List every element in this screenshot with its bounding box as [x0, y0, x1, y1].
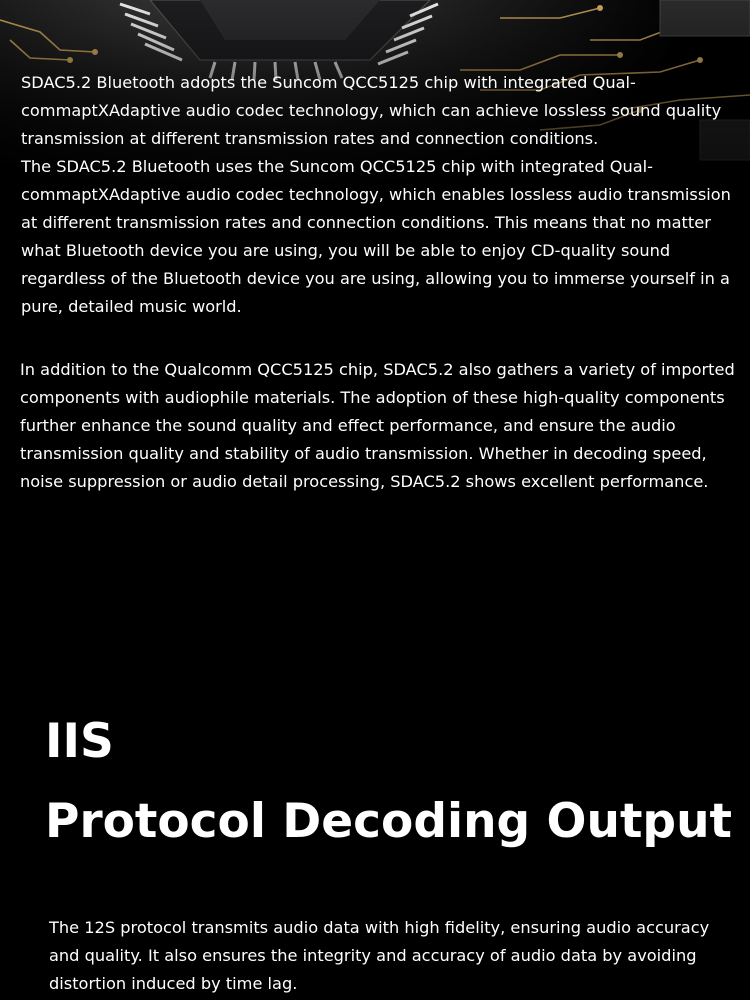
bluetooth-paragraph: The SDAC5.2 Bluetooth uses the Suncom QCC5125 chip with integrated Qual-commaptXAdaptive audio codec technology, which enables lossless audio transmission at different transmission rates and connection conditions. This means that no matter what Bluetooth device you are using, you will be able to enjoy CD-quality sound regardless of the Bluetooth device you are using, allowing you to immerse yourself in a pure, detailed music world. [21, 157, 731, 316]
section-heading-iis: IIS [45, 714, 114, 769]
i2s-paragraph: The 12S protocol transmits audio data with high fidelity, ensuring audio accuracy and quality. It also ensures the integrity and accuracy of audio data by avoiding distortion induced by time lag. [49, 918, 710, 993]
intro-paragraph: SDAC5.2 Bluetooth adopts the Suncom QCC5125 chip with integrated Qual-commaptXAdaptive audio codec technology, which can achieve lossless sound quality transmission at different transmission rates and connection conditions. [21, 73, 722, 148]
section-heading-protocol: Protocol Decoding Output [45, 794, 733, 849]
components-paragraph: In addition to the Qualcomm QCC5125 chip, SDAC5.2 also gathers a variety of imported components with audiophile materials. The adoption of these high-quality components further enhance the sound quality and effect performance, and ensure the audio transmission quality and stability of audio transmission. Whether in decoding speed, noise suppression or audio detail processing, SDAC5.2 shows excellent performance. [20, 360, 735, 491]
